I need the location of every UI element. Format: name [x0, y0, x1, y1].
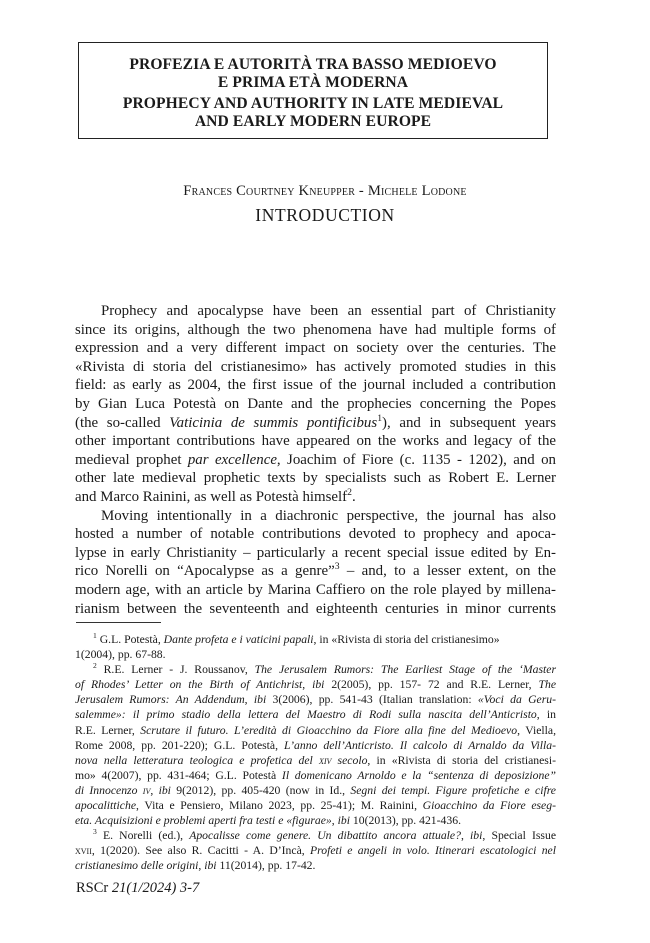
text-run: , Special Issue	[482, 829, 557, 843]
footnote-line	[75, 753, 556, 768]
italic-ibi: ibi	[204, 859, 217, 873]
italic-title: di Innocenzo	[75, 783, 143, 797]
text-run: R.E. Lerner,	[75, 723, 141, 737]
italic-title: Gioacchino da Fiore eseg-	[422, 799, 556, 813]
italic-title: Dante profeta e i vaticini papali	[163, 633, 314, 646]
body-line: lypse in early Christianity – particularly a recent special issue edited by En-	[75, 544, 556, 561]
body-line: Prophecy and apocalypse have been an essential part of Christianity	[101, 303, 556, 319]
text-run: 11(2014), pp. 17-42.	[216, 859, 316, 873]
italic-title: secolo	[331, 753, 368, 767]
footnote-line	[75, 783, 556, 798]
italic-title: Scrutare il futuro. L’eredità di Gioacchino da Fiore alla fine del Medioevo	[140, 723, 518, 737]
text-run: , Joachim of Fiore (c. 1135 - 1202), and on	[276, 451, 556, 468]
italic-title: Profeti e angeli in volo. Itinerari escatologici nel	[309, 844, 556, 858]
italic-title: eta. Acquisizioni e problemi aperti fra testi e «figurae»	[75, 814, 332, 828]
footnotes	[75, 632, 556, 874]
body-line: other late medieval prophetic texts by specialists such as Robert E. Lerner	[75, 470, 556, 487]
footnote-number: 2	[93, 661, 97, 671]
title-en-line-2: AND EARLY MODERN EUROPE	[194, 112, 432, 130]
text-run: and Marco Rainini, as well as Potestà himself	[75, 488, 348, 505]
italic-title: L’anno dell’Anticristo. Il calcolo di Arnaldo da Villa-	[284, 738, 556, 752]
body-line: rianism between the seventeenth and eighteenth centuries in minor currents	[75, 600, 556, 617]
footnote-line	[75, 677, 556, 692]
footnote-line	[75, 707, 556, 722]
title-en-line-1: PROPHECY AND AUTHORITY IN LATE MEDIEVAL	[122, 95, 504, 112]
text-run: 3(2006), pp. 541-43 (Italian translation:	[266, 693, 478, 707]
text-run: 9(2012), pp. 405-420 (now in Id.,	[170, 783, 351, 797]
italic-title: Apocalisse come genere. Un dibattito ancora attuale?	[189, 829, 461, 843]
footnote-ref: 1	[377, 412, 383, 424]
italic-title: «Voci da Geru-	[477, 693, 556, 707]
body-line: expression and a very different impact on society over the centuries. The	[75, 340, 556, 357]
footnote-line	[75, 858, 556, 873]
text-run: rico Norelli on “Apocalypse as a genre”	[75, 563, 335, 580]
footnote-line	[75, 692, 556, 707]
footnote-line	[75, 738, 556, 753]
footnote-line	[75, 662, 556, 677]
text-run: , in «Rivista di storia del cristianesi-	[367, 753, 556, 767]
text-run: ,	[460, 829, 471, 843]
italic-title: Jerusalem Rumors: An Addendum	[75, 693, 245, 707]
text-run: – and, to a lesser extent, on the	[339, 563, 557, 580]
footnote-number: 3	[93, 827, 97, 837]
body-line: «Rivista di storia del cristianesimo» has actively promoted studies in this	[75, 358, 556, 375]
body-line: since its origins, although the two phenomena have had multiple forms of	[75, 321, 556, 338]
body-line: field: as early as 2004, the first issue of the journal included a contribution	[75, 377, 556, 394]
body-text	[75, 302, 556, 618]
body-line	[75, 562, 556, 581]
journal-abbrev: RSCr	[76, 880, 109, 896]
text-run: G.L. Potestà,	[96, 633, 164, 646]
issue-pages: 21(1/2024) 3-7	[111, 880, 200, 896]
text-run: ,	[244, 693, 254, 707]
title-box	[78, 42, 548, 139]
italic-title: Vaticinia de summis pontificibus	[169, 414, 378, 431]
title-it-line-2: E PRIMA ETÀ MODERNA	[217, 73, 409, 91]
footnote-line	[75, 813, 556, 828]
title-it-line-1: PROFEZIA E AUTORITÀ TRA BASSO MEDIOEVO	[129, 56, 497, 73]
italic-phrase: par excellence	[187, 451, 277, 468]
text-run: 2(2005), pp. 157- 72 and R.E. Lerner,	[324, 678, 539, 692]
text-run: medieval prophet	[75, 451, 188, 468]
roman-numeral: xvii	[75, 844, 92, 858]
text-run: , in	[536, 708, 556, 722]
text-run: mo» 4(2007), pp. 431-464; G.L. Potestà	[75, 768, 282, 782]
text-run: (the so-called	[75, 414, 170, 431]
italic-ibi: ibi	[337, 814, 350, 828]
text-run: .	[351, 488, 356, 505]
roman-numeral: xiv	[318, 753, 332, 767]
italic-title: Segni dei tempi. Figure profetiche e cifre	[350, 783, 556, 797]
italic-title: The	[538, 678, 557, 692]
italic-title: The Jerusalem Rumors: The Earliest Stage of the ‘Master	[254, 663, 556, 677]
italic-title: salemme»: il primo stadio della lettera del Maestro di Rodi sulla nascita dell’Anticristo	[75, 708, 537, 722]
footnote-line	[75, 828, 556, 843]
roman-numeral: iv	[142, 783, 151, 797]
footnote-line	[75, 798, 556, 813]
footnote-ref: 3	[334, 561, 340, 573]
body-line: by Gian Luca Potestà on Dante and the prophecies concerning the Popes	[75, 395, 556, 412]
text-run: ,	[198, 859, 205, 873]
footnote-line: 1(2004), pp. 67-88.	[75, 648, 166, 662]
section-title: INTRODUCTION	[255, 205, 395, 225]
footnote-number: 1	[93, 631, 97, 641]
footnote-ref: 2	[347, 486, 352, 498]
italic-title: Il domenicano Arnoldo e la “sentenza di deposizione”	[281, 768, 557, 782]
text-run: ), and in subsequent years	[382, 414, 557, 431]
text-run: E. Norelli (ed.),	[96, 829, 190, 843]
footnote-line	[75, 632, 556, 647]
text-run: ,	[331, 814, 338, 828]
text-run: ,	[150, 783, 159, 797]
body-line	[75, 414, 556, 433]
italic-title: apocalittiche	[75, 799, 137, 813]
authors: Frances Courtney Kneupper - Michele Lodone	[183, 183, 467, 199]
body-line: hosted a number of notable contributions devoted to prophecy and apoca-	[75, 526, 556, 543]
italic-ibi: ibi	[470, 829, 483, 843]
body-line	[75, 451, 556, 470]
text-run: ,	[302, 678, 313, 692]
text-run: Rome 2008, pp. 201-220); G.L. Potestà,	[75, 738, 285, 752]
body-line: other important contributions have appeared on the works and legacy of the	[75, 433, 556, 450]
body-line: modern age, with an article by Marina Caffiero on the role played by millena-	[75, 581, 556, 598]
italic-ibi: ibi	[312, 678, 325, 692]
footnote-line	[75, 768, 556, 783]
page-footer	[76, 880, 199, 897]
italic-title: nova nella letteratura teologica e profetica del	[75, 753, 319, 767]
text-run: 10(2013), pp. 421-436.	[349, 814, 461, 828]
italic-ibi: ibi	[253, 693, 267, 707]
text-run: , 1(2020). See also R. Cacitti - A. D’Incà,	[91, 844, 310, 858]
body-line	[75, 488, 556, 507]
footnote-line	[75, 843, 556, 858]
text-run: , Vita e Pensiero, Milano 2023, pp. 25-41); M. Rainini,	[136, 799, 423, 813]
italic-title: cristianesimo delle origini	[75, 859, 199, 873]
footnote-rule	[76, 622, 161, 623]
text-run: R.E. Lerner - J. Roussanov,	[96, 663, 255, 677]
text-run: , Viella,	[517, 723, 556, 737]
italic-title: of Rhodes’ Letter on the Birth of Antichrist	[75, 678, 303, 692]
body-line: Moving intentionally in a diachronic perspective, the journal has also	[101, 507, 556, 524]
footnote-line	[75, 723, 556, 738]
italic-ibi: ibi	[158, 783, 171, 797]
text-run: , in «Rivista di storia del cristianesimo»	[313, 633, 500, 646]
